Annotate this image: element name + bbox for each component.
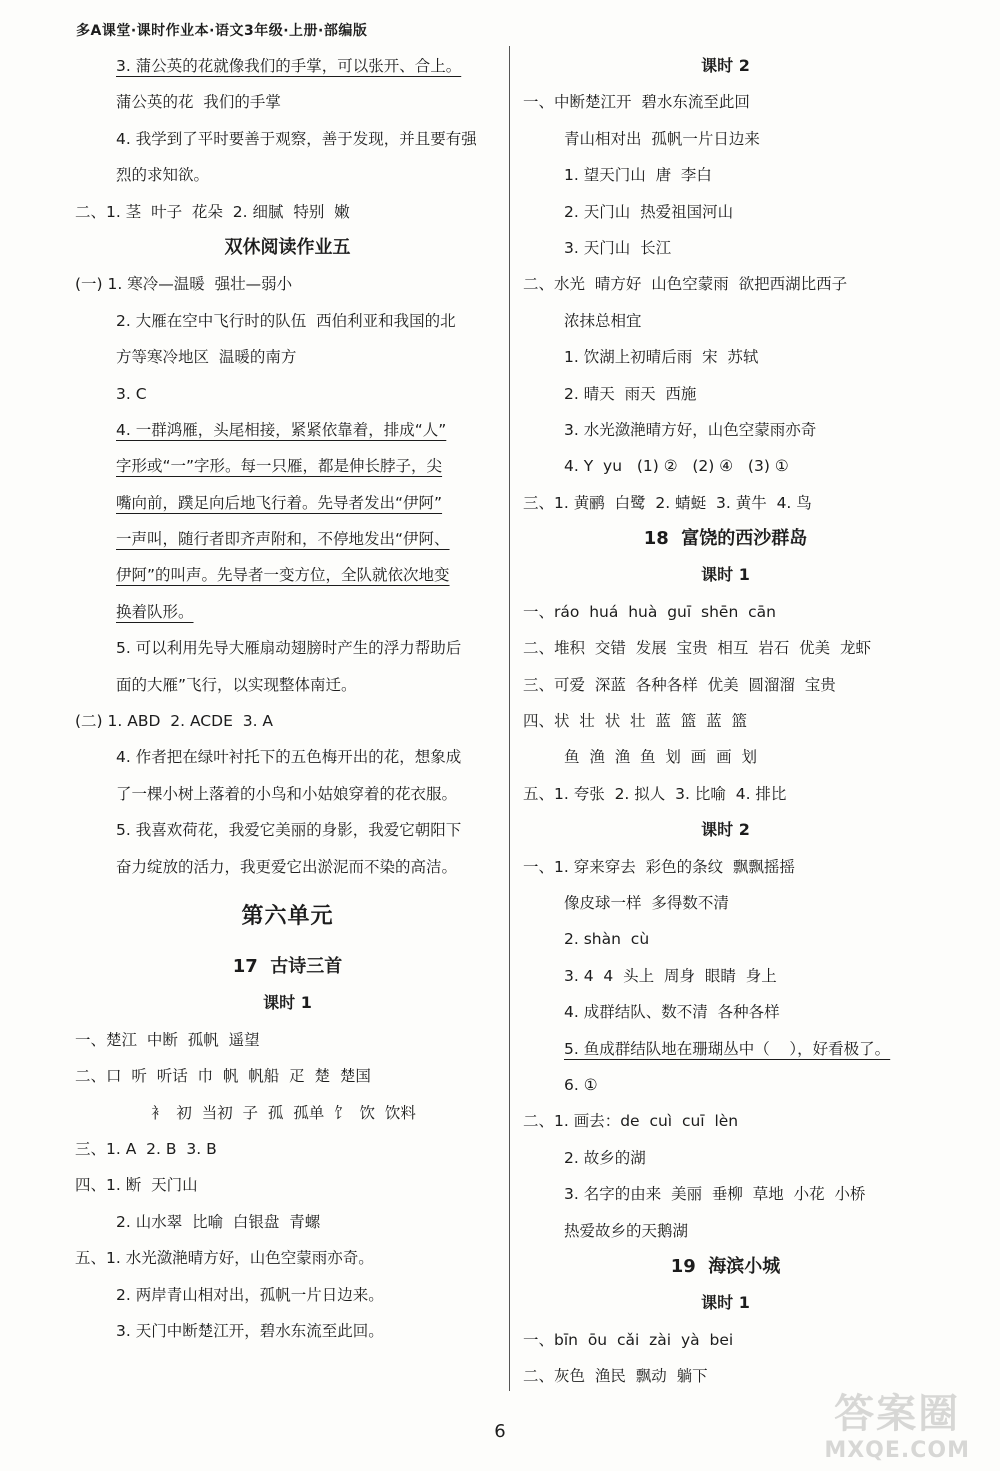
answer-line-text: 2. shàn cù [564,930,650,949]
answer-line [523,1103,928,1139]
answer-line-text: 5. 我喜欢荷花，我爱它美丽的身影，我爱它朝阳下 [116,821,462,840]
page-number: 6 [494,1421,506,1442]
answer-line [75,84,500,120]
answer-line-text: 1. 饮湖上初晴后雨 宋 苏轼 [564,348,759,367]
answer-line [523,1031,928,1067]
answer-line [523,703,928,739]
answer-line-text: 1. 望天门山 唐 李白 [564,166,712,185]
answer-line [75,485,500,521]
answer-line-text: 4. Y yu (1) ② (2) ④ (3) ① [564,457,789,476]
lesson-title [75,985,500,1021]
answer-line-text: 2. 大雁在空中飞行时的队伍 西伯利亚和我国的北 [116,311,456,330]
answer-line [523,630,928,666]
right-column [523,48,928,1394]
answer-line-text: 二、堆积 交错 发展 宝贵 相互 岩石 优美 龙虾 [523,639,871,658]
answer-line-text: 伊阿”的叫声。先导者一变方位，全队就依次地变 [116,566,450,585]
answer-line-text: 三、1. A 2. B 3. B [75,1139,217,1158]
answer-line-text: 2. 晴天 雨天 西施 [564,384,697,403]
watermark-logo-text: 答案圈 [834,1391,961,1437]
unit-title [75,885,500,949]
answer-line-text: 课时 1 [701,565,750,585]
answer-line [75,412,500,448]
answer-line-text: 面的大雁”飞行，以实现整体南迁。 [116,675,357,694]
answer-line-text: 了一棵小树上落着的小鸟和小姑娘穿着的花衣服。 [116,784,458,803]
answer-line [75,448,500,484]
answer-line-text: (一) 1. 寒冷—温暖 强壮—弱小 [75,275,293,294]
answer-line-text: 一、ráo huá huà guī shēn cān [523,602,776,621]
answer-line-text: (二) 1. ABD 2. ACDE 3. A [75,712,274,731]
answer-line [75,1095,500,1131]
answer-line-text: 换着队形。 [116,602,194,621]
answer-line [75,1313,500,1349]
answer-line-text: 四、状 壮 状 壮 蓝 篮 蓝 篮 [523,712,747,731]
section-title [523,521,928,557]
answer-line-text: 4. 成群结队、数不清 各种各样 [564,1003,780,1022]
answer-line-text: 像皮球一样 多得数不清 [564,893,729,912]
answer-line [523,485,928,521]
section-title [523,1249,928,1285]
answer-line [523,1067,928,1103]
watermark-site: MXQE.COM [824,1438,970,1463]
answer-line [75,703,500,739]
answer-line [75,739,500,775]
answer-line-text: 二、口 听 听话 巾 帆 帆船 疋 楚 楚国 [75,1067,371,1086]
answer-line-text: 5. 鱼成群结队地在珊瑚丛中（ ），好看极了。 [564,1039,891,1058]
section-title [75,949,500,985]
answer-line-text: 3. 天门山 长江 [564,238,672,257]
answer-line [75,121,500,157]
answer-line-text: 嘴向前，蹼足向后地飞行着。先导者发出“伊阿” [116,493,443,512]
answer-line-text: 5. 可以利用先导大雁扇动翅膀时产生的浮力帮助后 [116,639,462,658]
column-divider [509,46,510,1391]
answer-line [75,157,500,193]
answer-line-text: 6. ① [564,1075,598,1094]
answer-line-text: 第六单元 [241,903,334,929]
answer-line [523,266,928,302]
answer-line-text: 3. 水光潋滟晴方好，山色空蒙雨亦奇 [564,420,817,439]
answer-line-text: 一、楚江 中断 孤帆 遥望 [75,1030,260,1049]
answer-line [523,157,928,193]
answer-line [75,48,500,84]
answer-line [75,266,500,302]
answer-line [75,1131,500,1167]
left-column [75,48,500,1349]
answer-line-text: 浓抹总相宜 [564,311,642,330]
answer-line [75,194,500,230]
answer-line [523,1140,928,1176]
answer-line-text: 2. 故乡的湖 [564,1148,646,1167]
answer-line [75,1022,500,1058]
answer-line [523,412,928,448]
answer-line [75,849,500,885]
answer-line [523,376,928,412]
lesson-title [523,48,928,84]
answer-line-text: 4. 作者把在绿叶衬托下的五色梅开出的花，想象成 [116,748,462,767]
answer-line-text: 18 富饶的西沙群岛 [643,528,808,550]
answer-line-text: 课时 1 [263,993,312,1013]
page-header: 多A课堂·课时作业本·语文3年级·上册·部编版 [76,23,368,39]
answer-line-text: 2. 山水翠 比喻 白银盘 青螺 [116,1212,321,1231]
answer-line [75,303,500,339]
answer-line-text: 三、1. 黄鹂 白鹭 2. 蜻蜓 3. 黄牛 4. 鸟 [523,493,812,512]
answer-line-text: 二、1. 画去：de cuì cuī lèn [523,1112,739,1131]
answer-line-text: 3. 名字的由来 美丽 垂柳 草地 小花 小桥 [564,1185,866,1204]
answer-line-text: 一声叫，随行者即齐声附和，不停地发出“伊阿、 [116,530,450,549]
watermark-logo [824,1390,970,1463]
answer-line-text: 19 海滨小城 [670,1255,781,1277]
answer-line-text: 热爱故乡的天鹅湖 [564,1221,689,1240]
lesson-title [523,812,928,848]
answer-line-text: 奋力绽放的活力，我更爱它出淤泥而不染的高洁。 [116,857,458,876]
answer-line-text: 3. 蒲公英的花就像我们的手掌，可以张开、合上。 [116,57,462,75]
answer-line-text: 课时 1 [701,1293,750,1313]
answer-line-text: 衤 初 当初 子 孤 孤单 饣 饮 饮料 [151,1103,416,1122]
answer-line [75,776,500,812]
answer-line-text: 四、1. 断 天门山 [75,1176,198,1195]
answer-line [75,1058,500,1094]
answer-line [523,921,928,957]
answer-line-text: 二、灰色 渔民 飘动 躺下 [523,1367,708,1386]
answer-line-text: 一、1. 穿来穿去 彩色的条纹 飘飘摇摇 [523,857,795,876]
answer-line-text: 烈的求知欲。 [116,166,210,185]
answer-line-text: 一、bīn ōu cǎi zài yà bei [523,1330,734,1349]
answer-line-text: 五、1. 水光潋滟晴方好，山色空蒙雨亦奇。 [75,1249,374,1268]
answer-line [75,521,500,557]
answer-line [75,1204,500,1240]
answer-line [75,557,500,593]
answer-line [523,1358,928,1394]
answer-line-text: 蒲公英的花 我们的手掌 [116,93,281,112]
answer-line-text: 3. 天门中断楚江开，碧水东流至此回。 [116,1321,384,1340]
answer-line [75,339,500,375]
answer-line [523,194,928,230]
answer-line [523,1322,928,1358]
answer-line [523,994,928,1030]
answer-line-text: 2. 两岸青山相对出，孤帆一片日边来。 [116,1285,384,1304]
answer-line [523,667,928,703]
answer-line [523,121,928,157]
answer-line [75,594,500,630]
answer-line-text: 17 古诗三首 [232,955,343,977]
answer-line [523,885,928,921]
answer-line-text: 二、1. 茎 叶子 花朵 2. 细腻 特别 嫩 [75,202,350,221]
answer-line [75,630,500,666]
answer-line-text: 青山相对出 孤帆一片日边来 [564,129,760,148]
answer-line-text: 课时 2 [701,820,750,840]
answer-line-text: 鱼 渔 渔 鱼 划 画 画 划 [564,748,757,767]
answer-line-text: 4. 我学到了平时要善于观察，善于发现，并且要有强 [116,129,477,148]
answer-line [523,303,928,339]
answer-line [523,739,928,775]
answer-line-text: 2. 天门山 热爱祖国河山 [564,202,734,221]
answer-line [75,812,500,848]
section-title [75,230,500,266]
answer-line [523,230,928,266]
answer-line [523,84,928,120]
answer-line-text: 3. 4 4 头上 周身 眼睛 身上 [564,966,777,985]
answer-line-text: 双休阅读作业五 [224,236,351,258]
answer-line-text: 方等寒冷地区 温暖的南方 [116,348,297,367]
answer-line [523,1176,928,1212]
lesson-title [523,1285,928,1321]
answer-line [523,594,928,630]
answer-line-text: 三、可爱 深蓝 各种各样 优美 圆溜溜 宝贵 [523,675,836,694]
answer-line [75,1240,500,1276]
answer-line-text: 字形或“一”字形。每一只雁，都是伸长脖子，尖 [116,457,443,476]
answer-line-text: 3. C [116,384,147,403]
answer-line [523,339,928,375]
answer-line-text: 二、水光 晴方好 山色空蒙雨 欲把西湖比西子 [523,275,848,294]
answer-line-text: 五、1. 夸张 2. 拟人 3. 比喻 4. 排比 [523,784,787,803]
answer-line-text: 一、中断楚江开 碧水东流至此回 [523,93,750,112]
answer-line [75,1167,500,1203]
answer-line-text: 4. 一群鸿雁，头尾相接，紧紧依靠着，排成“人” [116,420,447,439]
answer-line-text: 课时 2 [701,56,750,75]
answer-line [75,376,500,412]
lesson-title [523,557,928,593]
answer-line [523,1213,928,1249]
answer-line [523,448,928,484]
answer-line [75,1277,500,1313]
answer-line [523,849,928,885]
answer-line [75,667,500,703]
answer-line [523,776,928,812]
answer-line [523,958,928,994]
